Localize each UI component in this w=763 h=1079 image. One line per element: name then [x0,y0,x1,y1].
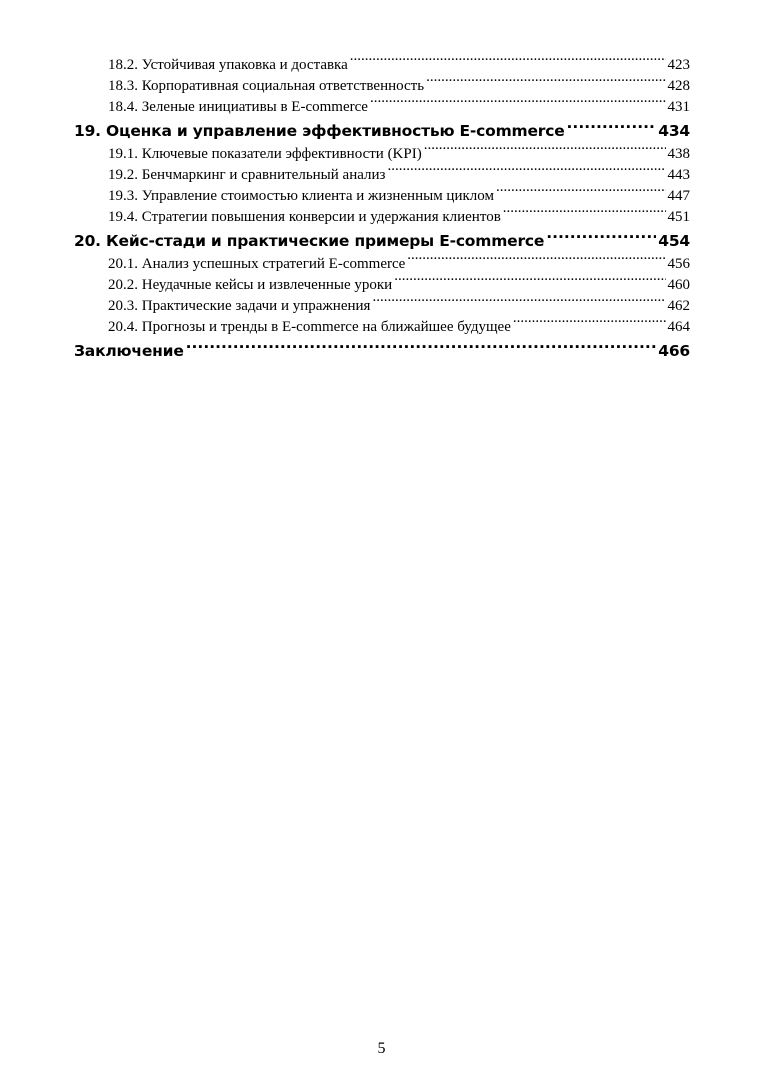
dot-leader [513,316,666,331]
toc-chapter-title: 20. Кейс-стади и практические примеры E-commerce [74,232,545,250]
toc-entry-title: 19.1. Ключевые показатели эффективности (KPI) [108,146,422,162]
toc-chapter-conclusion [74,340,690,363]
dot-leader [424,143,666,158]
toc-chapter-title: 19. Оценка и управление эффективностью E-commerce [74,122,565,140]
toc-entry-19-2 [74,164,690,185]
toc-entry-title: 18.2. Устойчивая упаковка и доставка [108,57,348,73]
toc-entry-page: 438 [667,146,690,162]
toc-entry-19-3 [74,185,690,206]
toc-entry-page: 431 [667,99,690,115]
toc-entry-page: 456 [667,256,690,272]
dot-leader [186,341,657,357]
dot-leader [387,164,665,179]
toc-entry-18-3 [74,75,690,96]
toc-entry-19-1 [74,143,690,164]
toc-entry-20-1 [74,253,690,274]
toc-entry-page: 462 [667,298,690,314]
dot-leader [372,295,665,310]
dot-leader [546,231,656,247]
toc-entry-page: 423 [667,57,690,73]
toc-entry-title: 20.2. Неудачные кейсы и извлеченные уроки [108,277,393,293]
toc-entry-page: 447 [667,188,690,204]
toc-entry-page: 464 [667,319,690,335]
page-number: 5 [377,1040,386,1057]
table-of-contents [74,54,690,363]
toc-entry-20-2 [74,274,690,295]
toc-chapter-page: 434 [658,122,690,140]
dot-leader [567,121,657,137]
toc-entry-title: 19.2. Бенчмаркинг и сравнительный анализ [108,167,386,183]
toc-chapter-19 [74,120,690,143]
toc-entry-title: 20.1. Анализ успешных стратегий E-commerce [108,256,406,272]
toc-chapter-page: 466 [658,342,690,360]
toc-entry-page: 460 [667,277,690,293]
toc-chapter-title: Заключение [74,342,184,360]
toc-entry-page: 451 [667,209,690,225]
dot-leader [370,96,666,111]
toc-entry-title: 19.4. Стратегии повышения конверсии и удержания клиентов [108,209,501,225]
toc-entry-title: 18.3. Корпоративная социальная ответственность [108,78,425,94]
dot-leader [496,185,666,200]
toc-entry-page: 443 [667,167,690,183]
toc-entry-19-4 [74,206,690,227]
toc-entry-20-3 [74,295,690,316]
toc-entry-18-2 [74,54,690,75]
toc-entry-title: 20.3. Практические задачи и упражнения [108,298,371,314]
toc-entry-title: 19.3. Управление стоимостью клиента и жизненным циклом [108,188,494,204]
dot-leader [394,274,665,289]
toc-entry-18-4 [74,96,690,117]
toc-chapter-20 [74,230,690,253]
toc-chapter-page: 454 [658,232,690,250]
dot-leader [407,253,665,268]
toc-entry-title: 18.4. Зеленые инициативы в E-commerce [108,99,368,115]
dot-leader [426,75,665,90]
dot-leader [503,206,666,221]
toc-entry-20-4 [74,316,690,337]
toc-entry-title: 20.4. Прогнозы и тренды в E-commerce на ближайшее будущее [108,319,511,335]
toc-entry-page: 428 [667,78,690,94]
dot-leader [350,54,666,69]
